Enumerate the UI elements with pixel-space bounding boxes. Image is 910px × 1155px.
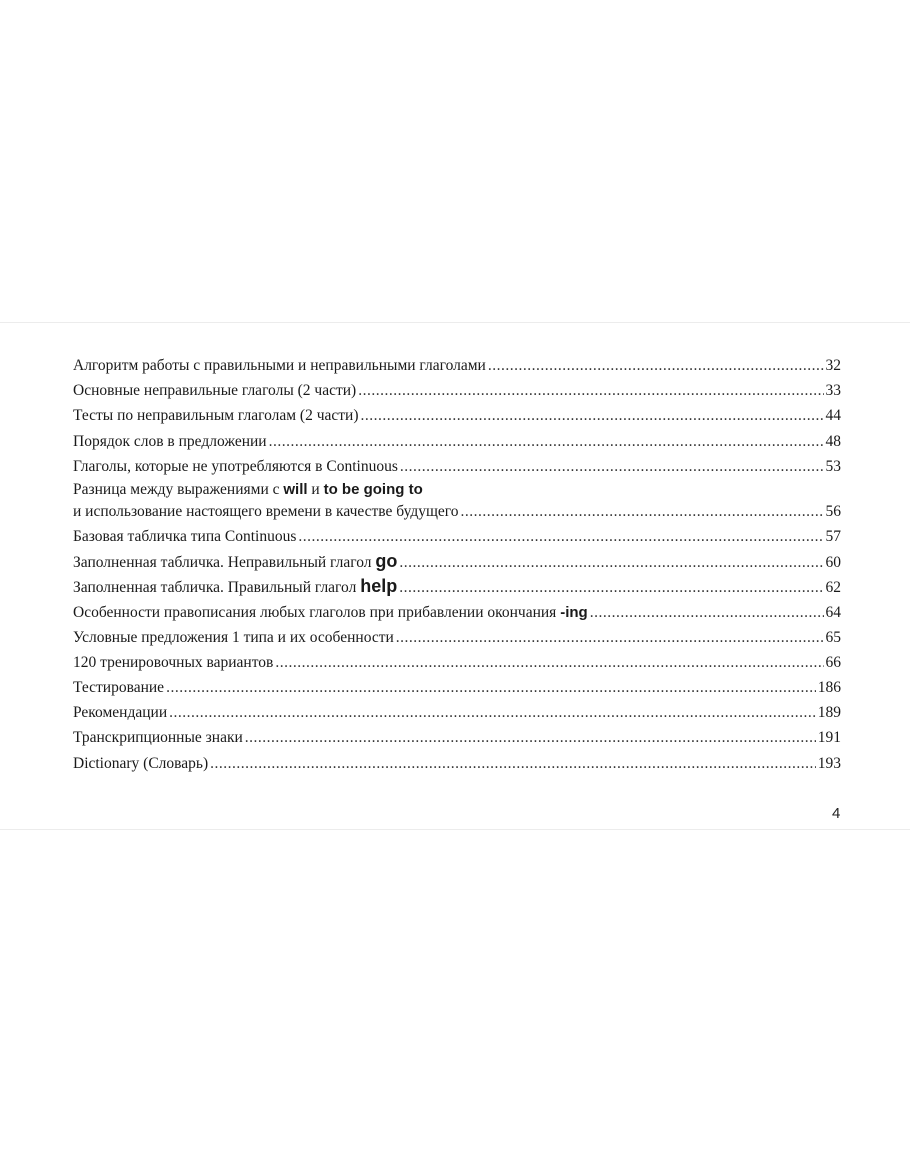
toc-entry-page: 33 — [825, 382, 841, 400]
toc-entry — [73, 353, 841, 378]
dot-leader — [269, 429, 824, 454]
toc-entry-title: Заполненная табличка. Неправильный глагол go — [73, 551, 398, 572]
toc-entry-page: 191 — [817, 729, 841, 747]
toc-entry — [73, 454, 841, 479]
toc-entry — [73, 751, 841, 776]
document-page — [0, 322, 910, 830]
bold-term: to be going to — [323, 480, 423, 498]
toc-entry-title: Dictionary (Словарь) — [73, 754, 209, 772]
toc-entry — [73, 403, 841, 428]
toc-entry-title: 120 тренировочных вариантов — [73, 653, 274, 671]
toc-entry — [73, 524, 841, 549]
toc-entry-page: 186 — [817, 679, 841, 697]
toc-entry — [73, 725, 841, 750]
toc-entry-title: Особенности правописания любых глаголов при прибавлении окончания -ing — [73, 603, 588, 621]
toc-entry — [73, 429, 841, 454]
table-of-contents — [73, 353, 841, 776]
dot-leader — [399, 575, 823, 600]
bold-term: go — [375, 551, 398, 572]
dot-leader — [396, 625, 824, 650]
toc-entry-page: 65 — [825, 628, 841, 646]
dot-leader — [590, 600, 824, 625]
toc-entry-page: 64 — [825, 603, 841, 621]
toc-entry-title: Тесты по неправильным глаголам (2 части) — [73, 407, 359, 425]
page-number: 4 — [832, 805, 841, 822]
dot-leader — [461, 499, 824, 524]
toc-entry — [73, 479, 841, 524]
dot-leader — [275, 650, 823, 675]
dot-leader — [400, 454, 824, 479]
toc-entry-page: 48 — [825, 432, 841, 450]
toc-entry-page: 44 — [825, 407, 841, 425]
dot-leader — [298, 524, 823, 549]
toc-entry-title-line2: и использование настоящего времени в качестве будущего — [73, 502, 459, 520]
toc-entry — [73, 675, 841, 700]
dot-leader — [361, 403, 824, 428]
toc-entry — [73, 625, 841, 650]
dot-leader — [358, 378, 823, 403]
toc-entry-page: 32 — [825, 357, 841, 374]
toc-entry-title: Порядок слов в предложении — [73, 432, 267, 450]
toc-entry-page: 62 — [825, 579, 841, 597]
toc-entry-page: 56 — [825, 502, 841, 520]
toc-entry-page: 53 — [825, 457, 841, 475]
toc-entry — [73, 549, 841, 574]
toc-entry — [73, 378, 841, 403]
toc-entry-title-line1: Разница между выражениями с will и to be going to — [73, 480, 423, 498]
toc-entry — [73, 574, 841, 599]
toc-entry-page: 193 — [817, 754, 841, 772]
dot-leader — [210, 751, 816, 776]
toc-entry-title: Тестирование — [73, 679, 165, 697]
toc-entry-title: Алгоритм работы с правильными и неправильными глаголами — [73, 357, 486, 374]
toc-entry-title: Основные неправильные глаголы (2 части) — [73, 382, 357, 400]
toc-entry — [73, 650, 841, 675]
toc-entry-title: Рекомендации — [73, 704, 168, 722]
bold-term: help — [360, 576, 398, 597]
bold-term: will — [283, 480, 308, 498]
toc-entry — [73, 700, 841, 725]
dot-leader — [169, 700, 816, 725]
toc-entry-title: Условные предложения 1 типа и их особенности — [73, 628, 394, 646]
toc-entry-page: 189 — [817, 704, 841, 722]
dot-leader — [399, 550, 823, 575]
toc-entry-title: Транскрипционные знаки — [73, 729, 243, 747]
toc-entry-title: Базовая табличка типа Continuous — [73, 527, 297, 545]
toc-entry-page: 60 — [825, 554, 841, 572]
bold-term: -ing — [560, 603, 588, 621]
toc-entry-title: Глаголы, которые не употребляются в Continuous — [73, 457, 398, 475]
toc-entry-title: Заполненная табличка. Правильный глагол help — [73, 576, 398, 597]
toc-entry-page: 57 — [825, 527, 841, 545]
dot-leader — [166, 675, 816, 700]
dot-leader — [245, 725, 816, 750]
toc-entry-page: 66 — [825, 653, 841, 671]
toc-entry — [73, 600, 841, 625]
dot-leader — [488, 353, 824, 378]
